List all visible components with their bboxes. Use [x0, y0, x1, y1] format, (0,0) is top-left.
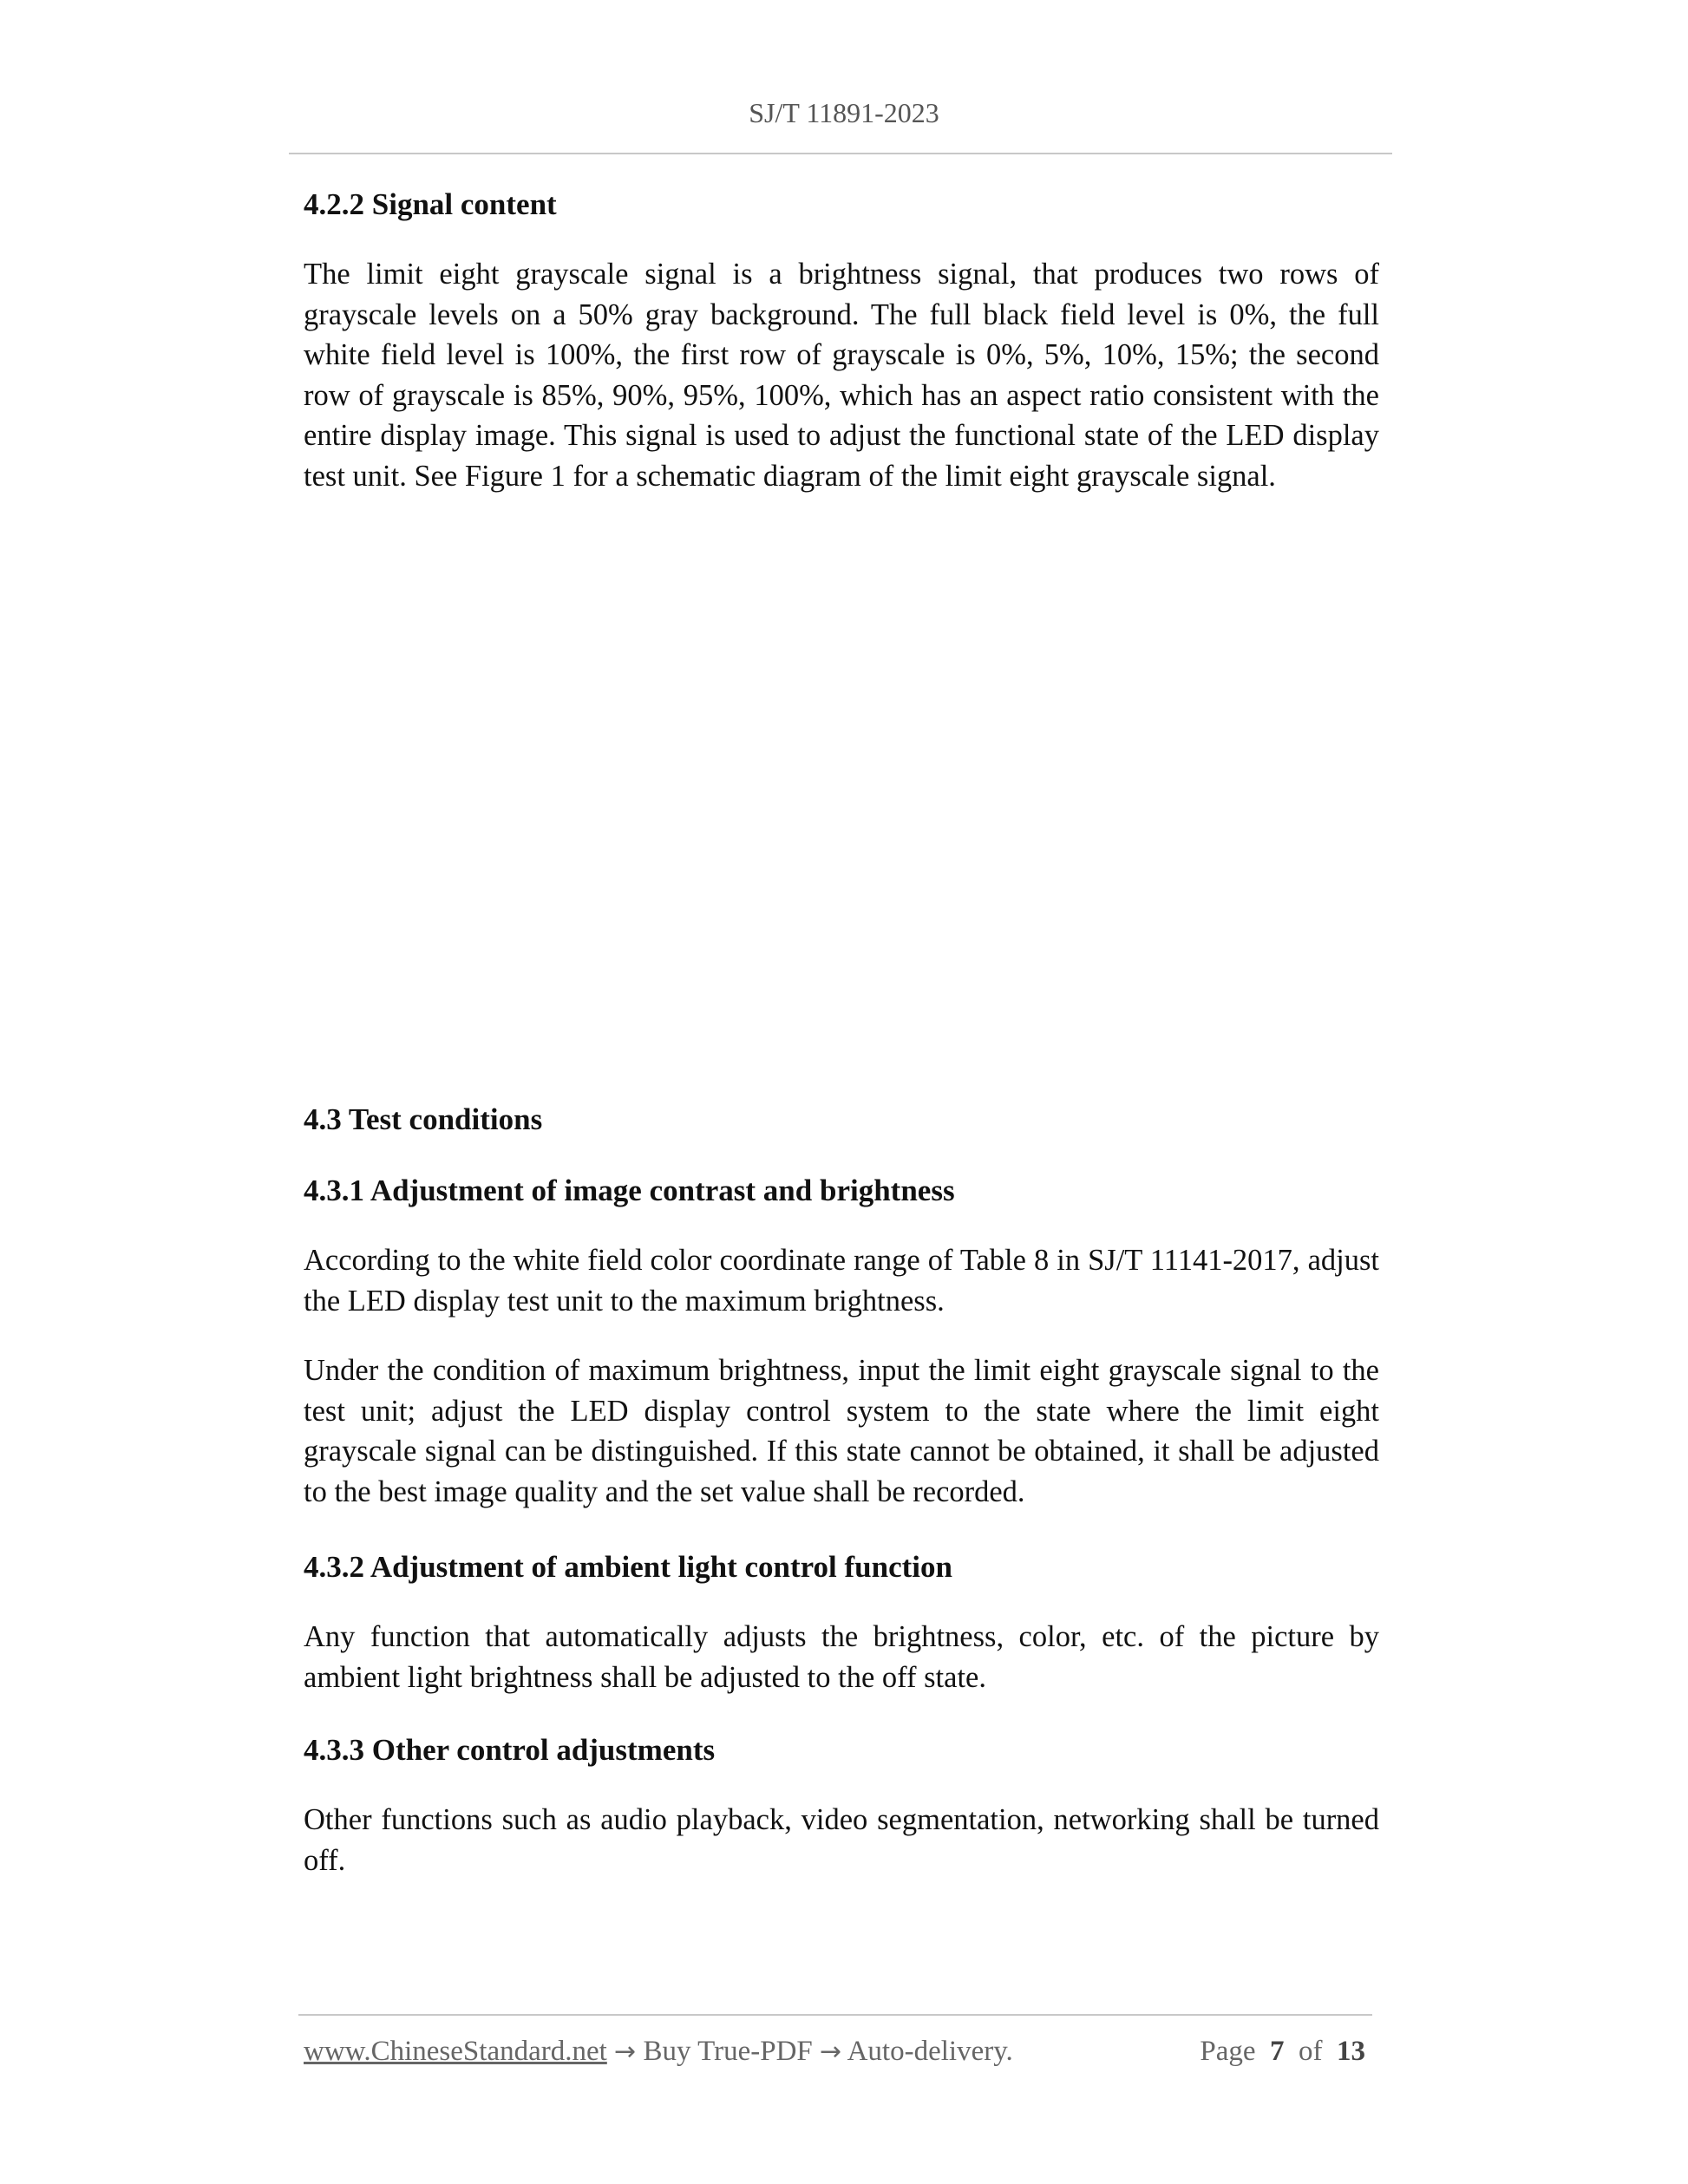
body-paragraph: Any function that automatically adjusts the brightness, color, etc. of the picture by ambient light brightness shall be adjusted to the off state.: [304, 1620, 1379, 1694]
section-heading: 4.3.2 Adjustment of ambient light control function: [304, 1550, 952, 1584]
section-4-3: [304, 1100, 1379, 1140]
section-4-3-3: [304, 1730, 1379, 1880]
section-4-2-2: [304, 185, 1379, 496]
section-heading: 4.3 Test conditions: [304, 1102, 543, 1136]
total-pages: 13: [1337, 2036, 1365, 2067]
footer-divider: [298, 2014, 1372, 2016]
page-number: [1200, 2031, 1365, 2071]
section-4-3-2: [304, 1547, 1379, 1697]
of-label: of: [1299, 2036, 1323, 2067]
running-header: SJ/T 11891-2023: [749, 97, 939, 128]
body-paragraph: According to the white field color coordinate range of Table 8 in SJ/T 11141-2017, adjust the LED display test unit to the maximum brightness.: [304, 1244, 1379, 1318]
page-label: Page: [1200, 2036, 1256, 2067]
current-page: 7: [1270, 2036, 1285, 2067]
body-paragraph: The limit eight grayscale signal is a brightness signal, that produces two rows of grayscale levels on a 50% gray background. The full black field level is 0%, the full white field level is 100%, the first row of grayscale is 0%, 5%, 10%, 15%; the second row of grayscale is 85%, 90%, 95%, 100%, which has an aspect ratio consistent with the entire display image. This signal is used to adjust the functional state of the LED display test unit. See Figure 1 for a schematic diagram of the limit eight grayscale signal.: [304, 258, 1379, 493]
body-paragraph: Under the condition of maximum brightness, input the limit eight grayscale signal to the test unit; adjust the LED display control system to the state where the limit eight grayscale signal can be distinguished. If this state cannot be obtained, it shall be adjusted to the best image quality and the set value shall be recorded.: [304, 1354, 1379, 1508]
section-4-3-1: [304, 1171, 1379, 1512]
section-heading: 4.3.3 Other control adjustments: [304, 1733, 716, 1767]
section-heading: 4.3.1 Adjustment of image contrast and brightness: [304, 1174, 955, 1207]
body-paragraph: Other functions such as audio playback, video segmentation, networking shall be turned off.: [304, 1803, 1379, 1877]
footer-promo: [304, 2031, 1013, 2072]
delivery-text: Auto-delivery.: [847, 2036, 1013, 2067]
section-heading: 4.2.2 Signal content: [304, 187, 557, 221]
site-link[interactable]: www.ChineseStandard.net: [304, 2036, 607, 2067]
arrow-right-icon: →: [614, 2037, 637, 2067]
page-footer: [304, 2031, 1371, 2071]
arrow-right-icon: →: [820, 2037, 842, 2067]
header-divider: [289, 153, 1392, 154]
buy-text: Buy True-PDF: [643, 2036, 813, 2067]
